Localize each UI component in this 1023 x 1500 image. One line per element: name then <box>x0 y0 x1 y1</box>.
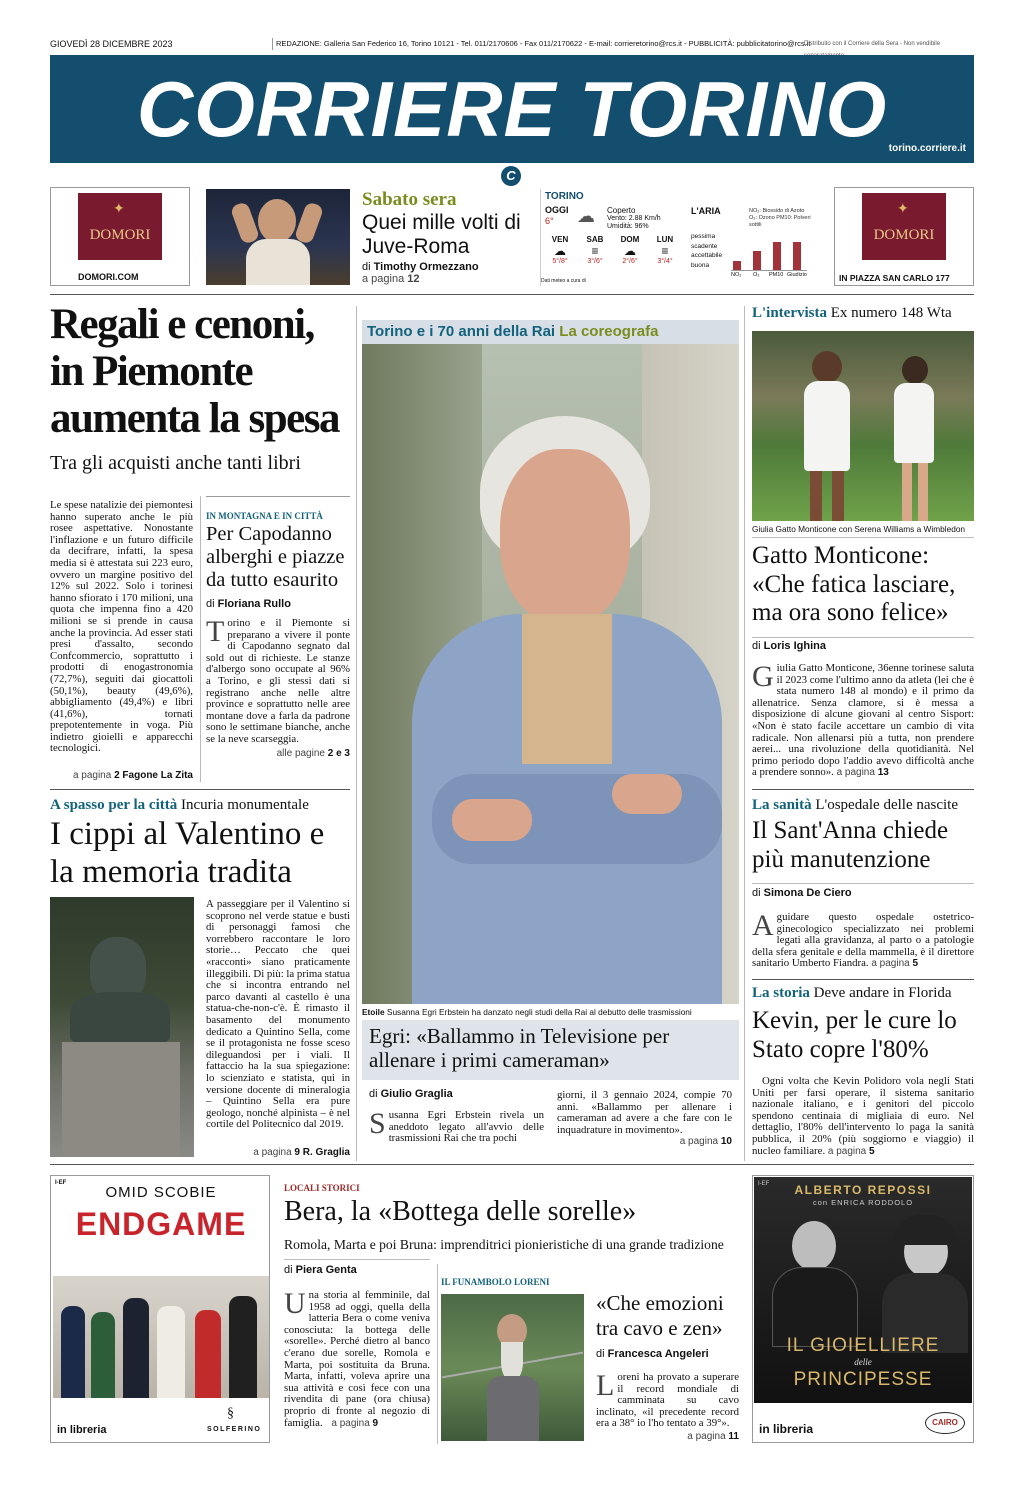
bera-subtitle: Romola, Marta e poi Bruna: imprenditrici pionieristiche di una grande tradizione <box>284 1237 724 1252</box>
cloud-icon: ☁ <box>624 244 636 258</box>
santanna-ref[interactable]: 5 <box>912 958 919 970</box>
capodanno-ref[interactable]: 2 e 3 <box>327 747 350 759</box>
susanna-egri-photo <box>362 344 739 1004</box>
day-dom-temp: 2°/6° <box>622 258 638 265</box>
repossi-author: ALBERTO REPOSSI <box>794 1183 932 1197</box>
cippi-title[interactable]: I cippi al Valentino e la memoria tradita <box>50 816 325 890</box>
domori-address: IN PIAZZA SAN CARLO 177 <box>839 273 950 283</box>
bera-ref-pre: a pagina <box>331 1417 370 1429</box>
lead-body: Le spese natalizie dei piemontesi hanno superato anche le più rosee aspettative. Nonostante l'inflazione e un futuro difficile da decifrare, infatti, la spesa media si è attestata sui 223 euro, ovvero un margine positivo del 12% sul 2022. Solo i torinesi hanno sfiorato i 170 milioni, una quota che impenna fino a 420 milioni se si prende in causa anche la provincia. Ad esser stati presi d'assalto, secondo Confcommercio, soprattutto i prodotti di enogastronomia (72,7%), seguiti dai giocattoli (50,1%), beauty (49,6%), abbigliamento (49,4%) e libri (41,6%), tornati prepotentemente in voga. Più indietro gioielli e apparecchi tecnologici. <box>50 499 193 755</box>
domori-emblem-icon: ✦ <box>897 202 909 217</box>
rai-ref[interactable]: 10 <box>720 1136 732 1147</box>
cippi-kicker2: Incuria monumentale <box>180 797 309 813</box>
loreni-ref-pre: a pagina <box>687 1431 726 1442</box>
corriere-logo-icon: C <box>501 166 521 186</box>
repossi-title1: IL GIOIELLIERE <box>786 1335 940 1356</box>
kevin-ref-pre: a pagina <box>827 1145 867 1157</box>
endgame-publisher: SOLFERINO <box>207 1426 262 1433</box>
loreni-body: oreni ha provato a superare il record mondiale di camminata su cavo inclinato, «il precedente record era a 38° io l'ho tentato a 39°». <box>596 1371 739 1430</box>
weather-box <box>540 189 812 286</box>
air-bar-giudizio <box>793 242 801 271</box>
kevin-body: Ogni volta che Kevin Polidoro vola negli Stati Uniti per farsi operare, il sistema sanitario nazionale italiano, e i genitori del piccolo spendono centinaia di migliaia di euro. Nel dettaglio, l'80% dell'intervento lo paga la sanità pubblica, il 20% (più soggiorno e viaggio) il nucleo familiare. <box>752 1075 974 1157</box>
bera-kicker: LOCALI STORICI <box>284 1183 360 1193</box>
weather-today-label: OGGI <box>545 205 569 215</box>
repossi-publisher: CAIRO <box>925 1412 965 1434</box>
air-x-giudizio: Giudizio <box>787 272 807 278</box>
bera-by: di <box>284 1264 293 1276</box>
rai-title[interactable]: Egri: «Ballammo in Televisione per allenare i primi cameraman» <box>369 1024 670 1072</box>
air-x-o3: O₃ <box>753 272 760 278</box>
santanna-kicker: La sanità <box>752 797 812 813</box>
endgame-code: I-EF <box>55 1180 67 1186</box>
santanna-by: di <box>752 887 761 899</box>
teaser-page: 12 <box>407 273 420 285</box>
day-sab: SAB <box>586 235 604 244</box>
issue-date: GIOVEDÌ 28 DICEMBRE 2023 <box>50 39 173 49</box>
santanna-dropcap: A <box>752 909 774 942</box>
loreni-by: di <box>596 1348 605 1360</box>
rai-kicker2: La coreografa <box>559 323 659 340</box>
air-level-scadente: scadente <box>691 242 718 250</box>
fog-icon: ≡ <box>591 244 599 258</box>
repossi-coauthor: con ENRICA RODDOLO <box>812 1198 914 1207</box>
santanna-title[interactable]: Il Sant'Anna chiede più manutenzione <box>752 817 949 873</box>
endgame-book-ad[interactable] <box>50 1175 270 1443</box>
air-level-buona: buona <box>691 261 710 269</box>
capodanno-kicker: IN MONTAGNA E IN CITTÀ <box>206 511 323 521</box>
santanna-author: Simona De Ciero <box>763 887 852 899</box>
capodanno-title[interactable]: Per Capodanno alberghi e piazze da tutto esaurito <box>206 523 345 591</box>
sella-monument-photo <box>50 897 194 1157</box>
endgame-title: ENDGAME <box>75 1206 247 1242</box>
domori-logo: DOMORI <box>873 227 935 243</box>
kevin-kicker: La storia <box>752 985 810 1001</box>
rai-body2: giorni, il 3 gennaio 2024, compie 70 anni. «Ballammo per allenare i cameraman ad avere a che fare con le inquadrature in movimento». <box>557 1089 732 1136</box>
air-x-pm10: PM10 <box>769 272 784 278</box>
bera-ref[interactable]: 9 <box>372 1417 379 1429</box>
teaser-kicker: Sabato sera <box>362 189 457 210</box>
cippi-ref-pre: a pagina <box>253 1147 292 1158</box>
capodanno-ref-pre: alle pagine <box>276 747 325 759</box>
domori-emblem-icon: ✦ <box>113 202 125 217</box>
weather-city: TORINO <box>545 191 584 202</box>
distribution-note: Distribuito con il Corriere della Sera - Non vendibile <box>804 41 941 47</box>
bera-title[interactable]: Bera, la «Bottega delle sorelle» <box>284 1196 637 1227</box>
santanna-kicker2: L'ospedale delle nascite <box>815 797 958 813</box>
bera-body: na storia al femminile, dal 1958 ad oggi, quella della latteria Bera o come veniva conosciuta: la bottega delle «sorelle». Perché dietro al banco c'erano due sorelle, Romola e Marta, poi sostituita da Bruna. Marta, infatti, voleva aprire una sua attività e così fece con una rivendita di pane (ora chiusa) proprio di fronte al negozio di famiglia. <box>284 1289 430 1429</box>
cippi-body: A passeggiare per il Valentino si scoprono nel verde statue e busti di personaggi famosi che vorrebbero raccontare le loro storie… Peccato che quei «racconti» siano praticamente illeggibili. Di più: la prima statua che si incontra entrando nel parco davanti al castello è una statua-che-non-c'è. È rimasto il basamento del monumento dedicato a Quintino Sella, come se il protagonista ne fosse sceso dileguandosi per i viali. Il fattaccio ha la sua spiegazione: lo scienziato e statista, qui in versione docente di mineralogia – Quintino Sella era pure geologo, nonché alpinista – è nel cortile del Politecnico dal 2019. <box>206 898 350 1131</box>
air-bar-pm10 <box>773 242 781 271</box>
masthead-url[interactable]: torino.corriere.it <box>888 143 966 154</box>
capodanno-body: orino e il Piemonte si preparano a vivere il ponte di Capodanno segnato dal sold out di richieste. Le stanze d'albergo sono occupate al 96% a Torino, e gli stessi dati si registrano anche nelle altre province e soprattutto nelle aree montane dove a farla da padrone sono le settimane bianche, anche se la neve scarseggia. <box>206 617 350 745</box>
lead-headline[interactable]: Regali e cenoni, in Piemonte aumenta la spesa <box>50 301 339 442</box>
capodanno-author: Floriana Rullo <box>217 598 291 610</box>
air-x-no2: NO₂ <box>731 272 742 278</box>
repossi-book-ad[interactable] <box>752 1175 974 1443</box>
air-bar-o3 <box>753 251 761 270</box>
gatto-kicker: L'intervista <box>752 305 827 321</box>
bera-dropcap: U <box>284 1287 306 1320</box>
loreni-ref[interactable]: 11 <box>728 1431 739 1442</box>
teaser-page-pre: a pagina <box>362 273 405 285</box>
loreni-title[interactable]: «Che emozioni tra cavo e zen» <box>596 1291 724 1340</box>
solferino-logo-icon: § <box>227 1406 234 1421</box>
wimbledon-photo <box>752 331 974 521</box>
royal-family-photo <box>53 1276 269 1398</box>
santanna-ref-pre: a pagina <box>871 958 910 970</box>
juve-roma-photo <box>206 189 350 285</box>
gatto-dropcap: G <box>752 660 774 693</box>
domori-ad-left[interactable] <box>50 187 190 286</box>
weather-today-temp: 6° <box>545 216 554 226</box>
weather-humidity: Umidità: 96% <box>607 223 649 230</box>
cloud-icon: ☁ <box>554 244 566 258</box>
santanna-body: guidare questo ospedale ostetrico-ginecologico specializzato nei problemi legati alla gravidanza, al parto o a patologie della sfera genitale e della mammella, è il direttore sanitario Umberto Fiandra. <box>752 911 974 970</box>
teaser-author: Timothy Ormezzano <box>373 261 479 273</box>
weather-credit: Dati meteo a cura di <box>541 278 586 284</box>
masthead-title: CORRIERE TORINO <box>136 65 888 153</box>
repossi-delle: delle <box>854 1357 872 1367</box>
cippi-ref[interactable]: 9 R. Graglia <box>294 1147 350 1158</box>
teaser-by: di <box>362 261 371 273</box>
rai-caption: Susanna Egri Erbstein ha danzato negli studi della Rai al debutto delle trasmissioni <box>386 1007 692 1017</box>
gatto-caption: Giulia Gatto Monticone con Serena Williams a Wimbledon <box>752 524 966 534</box>
day-dom: DOM <box>620 235 640 244</box>
kevin-title[interactable]: Kevin, per le cure lo Stato copre l'80% <box>752 1007 957 1063</box>
air-level-accettabile: accettabile <box>691 252 723 259</box>
rai-dropcap: S <box>369 1107 386 1140</box>
funambolo-photo <box>441 1294 584 1441</box>
gatto-author: Loris Ighina <box>763 640 826 652</box>
lead-subtitle: Tra gli acquisti anche tanti libri <box>50 452 301 474</box>
air-title: L'ARIA <box>691 206 721 216</box>
gatto-kicker2: Ex numero 148 Wta <box>830 305 952 321</box>
day-ven-temp: 5°/8° <box>552 258 568 265</box>
rai-by: di <box>369 1088 378 1100</box>
rai-caption-bold: Etoile <box>362 1007 385 1017</box>
capodanno-by: di <box>206 598 215 610</box>
gatto-ref[interactable]: 13 <box>877 767 889 779</box>
weather-cond: Coperto <box>607 206 636 215</box>
redazione-info: REDAZIONE: Galleria San Federico 16, Torino 10121 - Tel. 011/2170606 - Fax 011/2170622 - E-mail: corrieretorino@rcs.it - PUBBLICITÀ: pubblicitatorino@rcs.it <box>272 38 811 50</box>
day-lun: LUN <box>656 235 674 244</box>
cloud-icon: ☁ <box>577 206 595 226</box>
rai-author: Giulio Graglia <box>380 1088 453 1100</box>
day-sab-temp: 3°/6° <box>587 258 603 265</box>
gatto-by: di <box>752 640 761 652</box>
endgame-libreria: in libreria <box>57 1424 107 1436</box>
repossi-libreria: in libreria <box>759 1422 814 1436</box>
lead-ref[interactable]: 2 Fagone La Zita <box>114 770 193 781</box>
endgame-author: OMID SCOBIE <box>105 1184 217 1201</box>
teaser-title[interactable]: Quei mille volti di Juve-Roma <box>362 211 521 258</box>
air-level-pessima: pessima <box>691 233 716 240</box>
air-bar-no2 <box>733 261 741 271</box>
repossi-title2: PRINCIPESSE <box>793 1369 933 1390</box>
fog-icon: ≡ <box>661 244 669 258</box>
rai-kicker: Torino e i 70 anni della Rai <box>367 323 556 340</box>
gatto-title[interactable]: Gatto Monticone: «Che fatica lasciare, ma ora sono felice» <box>752 542 956 626</box>
loreni-author: Francesca Angeleri <box>607 1348 709 1360</box>
kevin-kicker2: Deve andare in Florida <box>813 985 952 1001</box>
domori-url: DOMORI.COM <box>78 272 139 282</box>
masthead <box>50 55 974 163</box>
loreni-kicker: IL FUNAMBOLO LORENI <box>441 1277 550 1287</box>
weather-wind: Vento: 2.88 Km/h <box>607 215 661 222</box>
domori-logo: DOMORI <box>89 227 151 243</box>
bera-author: Piera Genta <box>295 1264 357 1276</box>
gatto-ref-pre: a pagina <box>836 767 875 779</box>
rai-ref-pre: a pagina <box>679 1136 719 1147</box>
air-legend: NO₂: Biossido di Azoto O₃: Ozono PM10: Polveri sottili <box>749 208 811 228</box>
capodanno-dropcap: T <box>206 615 225 648</box>
domori-ad-right[interactable] <box>834 187 974 286</box>
cippi-kicker: A spasso per la città <box>50 797 178 813</box>
day-ven: VEN <box>551 235 569 244</box>
gatto-body: iulia Gatto Monticone, 36enne torinese saluta il 2023 come l'ultimo anno da atleta (lei che è stata numero 148 al mondo) e il primo da allenatrice. Senza clamore, si è messa a disposizione di alcune giovani al centro Sisport: «Non è stato facile accettare un cambio di vita radicale. Non allenarsi più a tutta, non prendere aerei... una rivoluzione della quotidianità. Nel primo periodo dopo l'addio avevo difficoltà anche a prendere sonno». <box>752 662 974 779</box>
rai-body1: usanna Egri Erbstein rivela un aneddoto legato all'avvio delle trasmissioni Rai che tra pochi <box>388 1109 544 1145</box>
repossi-code: I-EF <box>758 1181 770 1187</box>
lead-ref-pre: a pagina <box>72 770 112 781</box>
kevin-ref[interactable]: 5 <box>869 1145 875 1157</box>
loreni-dropcap: L <box>596 1369 615 1402</box>
day-lun-temp: 3°/4° <box>657 258 673 265</box>
air-chart <box>731 233 807 271</box>
